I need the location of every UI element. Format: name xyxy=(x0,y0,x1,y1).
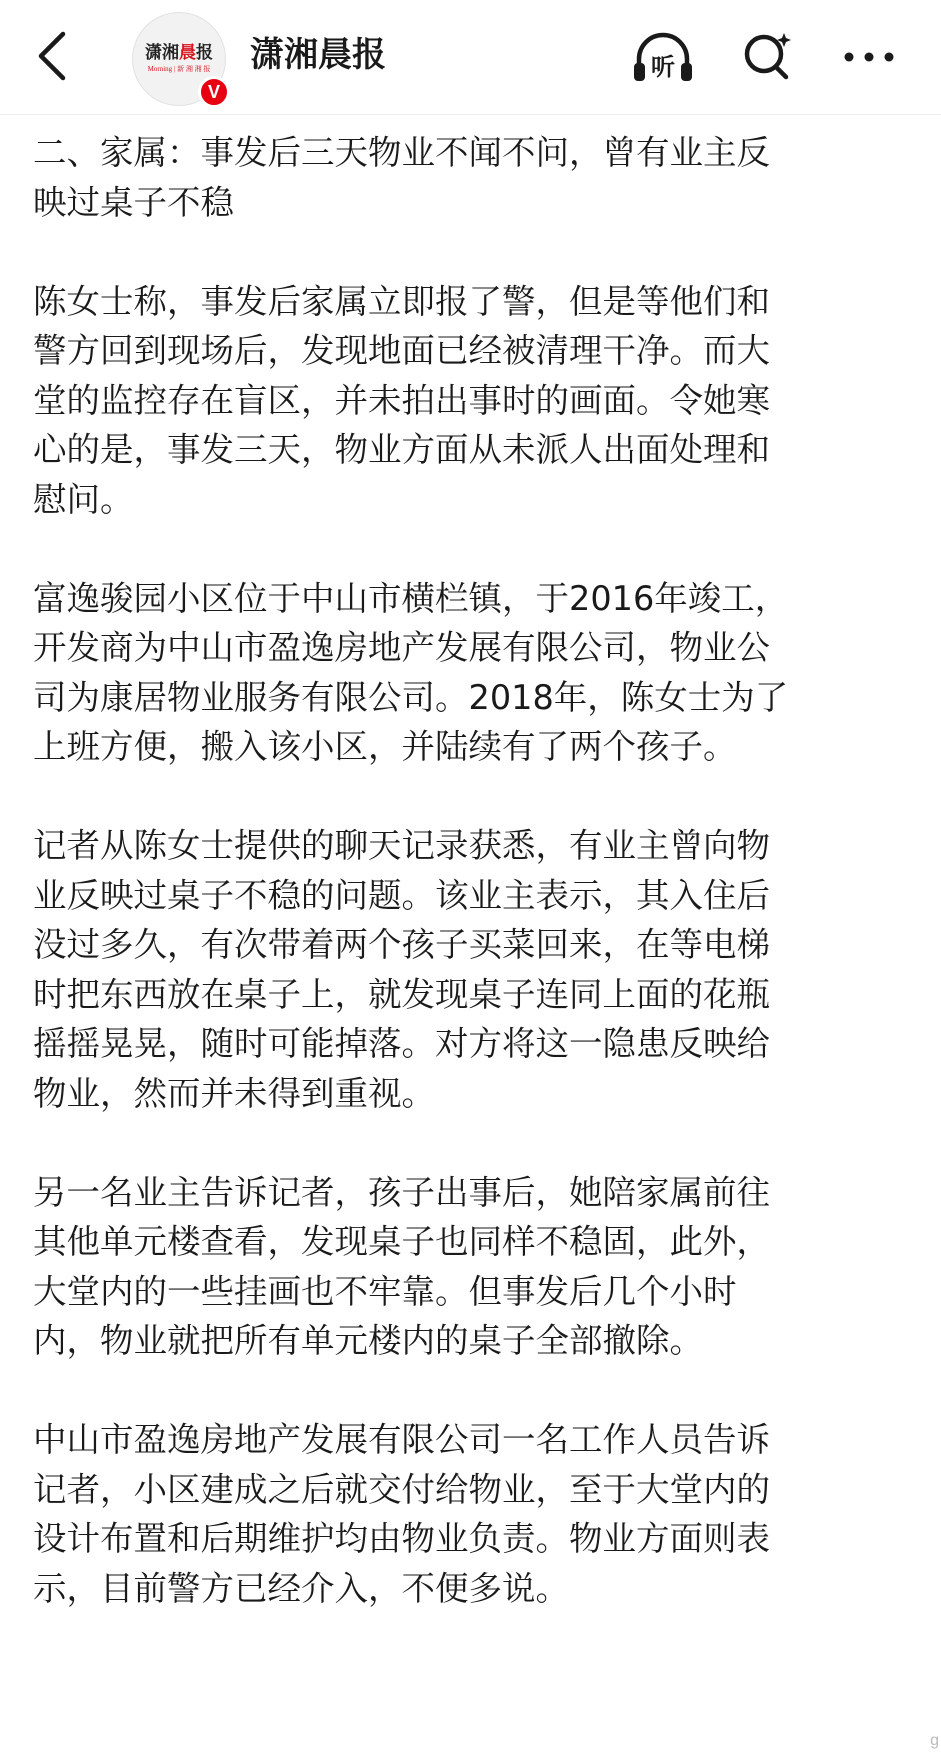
search-button[interactable] xyxy=(733,22,803,92)
top-navigation-bar xyxy=(0,0,941,115)
avatar-logo-subtitle: Morning | 新 湘 湘 报 xyxy=(147,65,211,73)
account-avatar[interactable] xyxy=(132,12,226,106)
article-paragraph: 富逸骏园小区位于中山市横栏镇，于2016年竣工， 开发商为中山市盈逸房地产发展有限公司，物业公 司为康居物业服务有限公司。2018年，陈女士为了 上班方便，搬入该小区，并陆续有了两个孩子。 xyxy=(33,578,789,766)
chevron-left-icon xyxy=(35,30,69,82)
back-button[interactable] xyxy=(24,22,80,90)
more-dots-icon xyxy=(841,49,897,65)
account-name[interactable]: 潇湘晨报 xyxy=(250,35,386,75)
headphones-icon xyxy=(631,29,695,85)
more-button[interactable] xyxy=(834,22,904,92)
search-icon xyxy=(740,29,796,85)
avatar-logo-text: 潇湘晨报 xyxy=(145,43,213,63)
article-body xyxy=(33,128,913,1663)
article-paragraph: 二、家属：事发后三天物业不闻不问，曾有业主反 映过桌子不稳 xyxy=(33,133,770,222)
watermark: g xyxy=(930,1732,939,1749)
listen-label: 听 xyxy=(651,53,675,81)
article-paragraph: 陈女士称，事发后家属立即报了警，但是等他们和 警方回到现场后，发现地面已经被清理干净。而大 堂的监控存在盲区，并未拍出事时的画面。令她寒 心的是，事发三天，物业方面从未派人出面处理和 慰问。 xyxy=(33,281,770,519)
article-paragraph: 中山市盈逸房地产发展有限公司一名工作人员告诉 记者，小区建成之后就交付给物业，至于大堂内的 设计布置和后期维护均由物业负责。物业方面则表 示，目前警方已经介入，不便多说。 xyxy=(33,1420,770,1608)
verified-badge: V xyxy=(198,76,230,108)
article-paragraph: 记者从陈女士提供的聊天记录获悉，有业主曾向物 业反映过桌子不稳的问题。该业主表示，其入住后 没过多久，有次带着两个孩子买菜回来，在等电梯 时把东西放在桌子上，就发现桌子连同上面的花瓶 摇摇晃晃，随时可能掉落。对方将这一隐患反映给 物业，然而并未得到重视。 xyxy=(33,826,770,1113)
article-paragraph: 另一名业主告诉记者，孩子出事后，她陪家属前往 其他单元楼查看，发现桌子也同样不稳固，此外， 大堂内的一些挂画也不牢靠。但事发后几个小时 内，物业就把所有单元楼内的桌子全部撤除。 xyxy=(33,1172,770,1360)
listen-button[interactable] xyxy=(628,22,698,92)
